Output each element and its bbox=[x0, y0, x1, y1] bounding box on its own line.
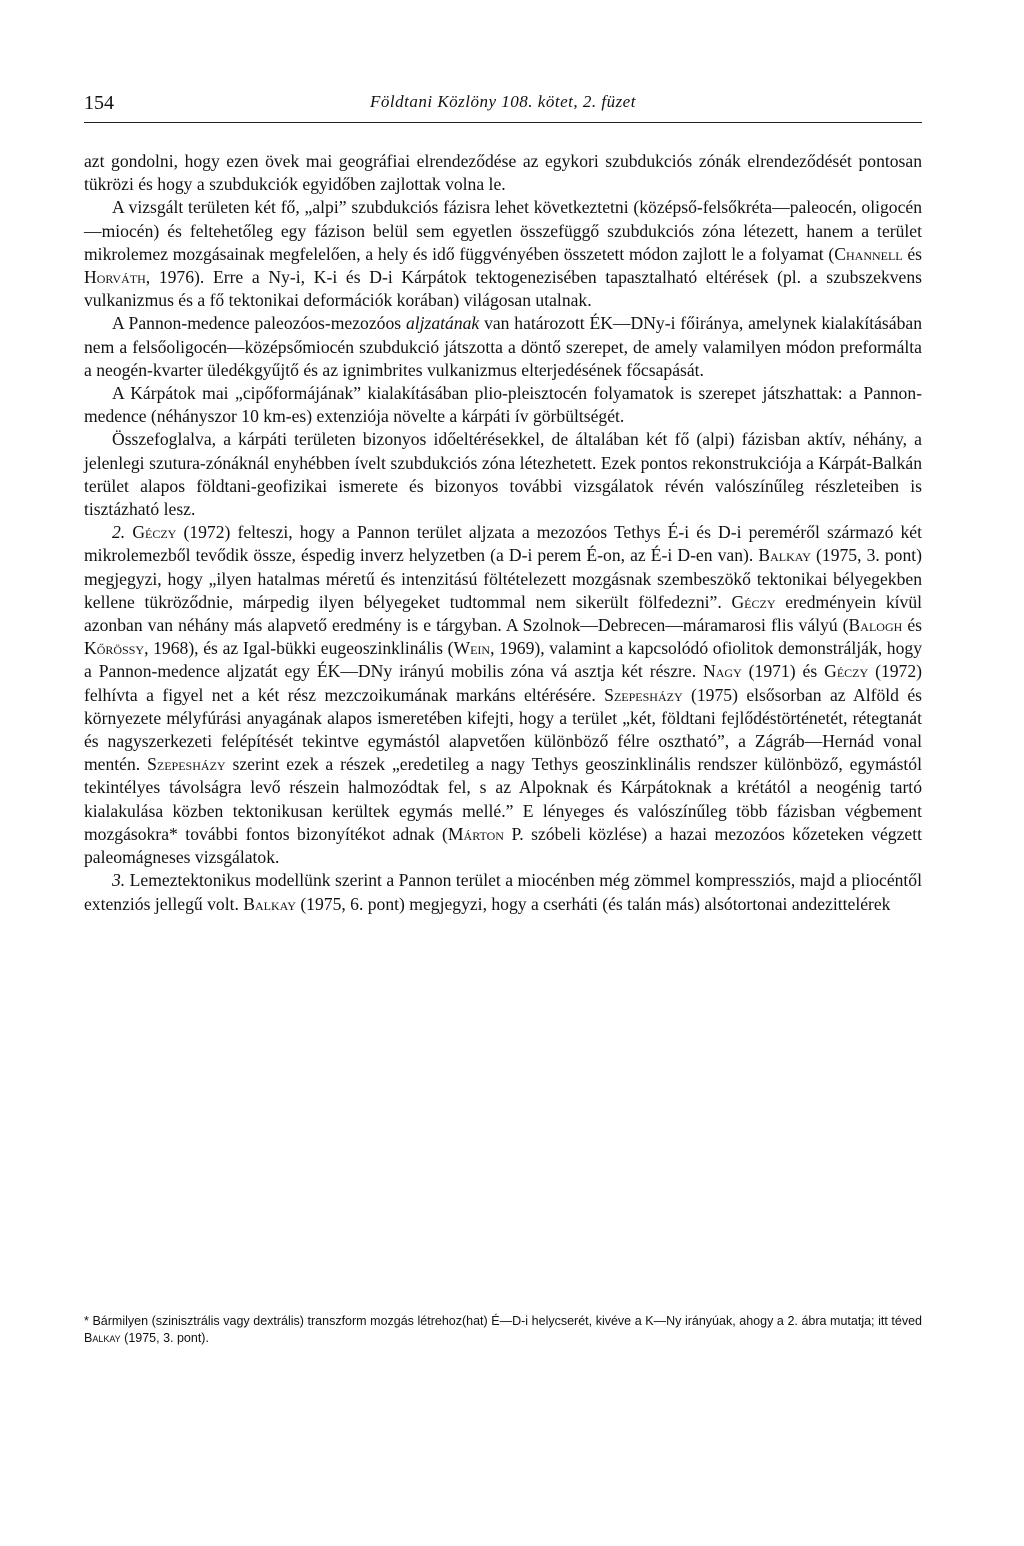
author-name: Géczy bbox=[824, 661, 869, 682]
author-name: Géczy bbox=[731, 591, 776, 612]
author-name: Horváth bbox=[84, 267, 146, 288]
italic-term: 2. bbox=[112, 522, 126, 543]
italic-term: aljzatának bbox=[405, 313, 480, 334]
paragraph: 3. Lemeztektonikus modellünk szerint a Pannon terület a miocénben még zömmel kompressziós, majd a pliocéntől extenziós jellegű volt. Balkay (1975, 6. pont) megjegyzi, hogy a cserháti (és talán más) alsótortonai andezittelérek bbox=[84, 870, 922, 914]
body-text bbox=[84, 150, 922, 916]
paragraph: A vizsgált területen két fő, „alpi” szubdukciós fázisra lehet következtetni (középső-felsőkréta—paleocén, oligocén—miocén) és feltehetőleg egy fázison belül sem egyetlen összefüggő szubdukciós zóna létezett, hanem a terület mikrolemez mozgásainak megfelelően, a hely és idő függvényében összetett módon zajlott le a folyamat (Channell és Horváth, 1976). Erre a Ny-i, K-i és D-i Kárpátok tektogenezisében tapasztalható eltérések (pl. a szubszekvens vulkanizmus és a fő tektonikai deformációk korában) világosan utalnak. bbox=[84, 197, 922, 311]
author-name: Balkay bbox=[84, 1331, 121, 1345]
footnote: * Bármilyen (szinisztrális vagy dextrális) transzform mozgás létrehoz(hat) É—D-i helycserét, kivéve a K—Ny irányúak, ahogy a 2. ábra mutatja; itt téved Balkay (1975, 3. pont). bbox=[84, 1314, 922, 1345]
author-name: Balkay bbox=[758, 545, 811, 566]
author-name: Balogh bbox=[848, 615, 903, 636]
page-number: 154 bbox=[84, 92, 114, 114]
author-name: Kőrössy bbox=[84, 638, 145, 659]
author-name: Balkay bbox=[243, 893, 296, 914]
author-name: Szepesházy bbox=[147, 754, 226, 775]
paragraph: Összefoglalva, a kárpáti területen bizonyos időeltérésekkel, de általában két fő (alpi) fázisban aktív, néhány, a jelenlegi szutura-zónáknál enyhébben ívelt szubdukciós zóna létezhetett. Ezek pontos rekonstrukciója a Kárpát-Balkán terület alapos földtani-geofizikai ismerete és bizonyos további vizsgálatok révén valószínűleg részleteiben is tisztázható lesz. bbox=[84, 429, 922, 520]
paragraph: A Kárpátok mai „cipőformájának” kialakításában plio-pleisztocén folyamatok is szerepet játszhattak: a Pannon-medence (néhányszor 10 km-es) extenziója növelte a kárpáti ív görbültségét. bbox=[84, 383, 922, 427]
running-title: Földtani Közlöny 108. kötet, 2. füzet bbox=[370, 92, 636, 111]
paragraph: A Pannon-medence paleozóos-mezozóos aljzatának van határozott ÉK—DNy-i főiránya, amelynek kialakításában nem a felsőoligocén—középsőmiocén szubdukció játszotta a döntő szerepet, de amely valamilyen módon preformálta a neogén-kvarter üledékgyűjtő és az ignimbrites vulkanizmus elterjedésének főcsapását. bbox=[84, 313, 922, 380]
author-name: Szepesházy bbox=[604, 684, 683, 705]
author-name: Wein bbox=[453, 638, 491, 659]
paragraph: 2. Géczy (1972) felteszi, hogy a Pannon terület aljzata a mezozóos Tethys É-i és D-i pereméről származó két mikrolemezből tevődik össze, éspedig inverz helyzetben (a D-i perem É-on, az É-i D-en van). Balkay (1975, 3. pont) megjegyzi, hogy „ilyen hatalmas méretű és intenzitású föltételezett mozgásnak szembeszökő tektonikai bélyegekben kellene tükröződnie, márpedig ilyen bélyegeket tudtommal nem sikerült fölfedezni”. Géczy eredményein kívül azonban van néhány más alapvető eredmény is e tárgyban. A Szolnok—Debrecen—máramarosi flis vályú (Balogh és Kőrössy, 1968), és az Igal-bükki eugeoszinklinális (Wein, 1969), valamint a kapcsolódó ofiolitok demonstrálják, hogy a Pannon-medence aljzatát egy ÉK—DNy irányú mobilis zóna vá asztja két részre. Nagy (1971) és Géczy (1972) felhívta a figyel net a két rész mezczoikumának markáns eltérésére. Szepesházy (1975) elsősorban az Alföld és környezete mélyfúrási anyagának alapos ismeretében kifejti, hogy a terület „két, földtani fejlődéstörténetét, rétegtanát és nagyszerkezeti felépítését tekintve egymástól alapvetően különböző félre osztható”, a Zágráb—Hernád vonal mentén. Szepesházy szerint ezek a részek „eredetileg a nagy Tethys geoszinklinális rendszer különböző, egymástól tekintélyes távolságra levő részein halmozódtak fel, s az Alpoknak és Kárpátoknak a krétától a neogénig tartó kialakulása közben tektonikusan kerültek egymás mellé.” E lényeges és valószínűleg több fázisban végbement mozgásokra* további fontos bizonyítékot adnak (Márton P. szóbeli közlése) a hazai mezozóos kőzeteken végzett paleomágneses vizsgálatok. bbox=[84, 522, 923, 868]
author-name: Channell bbox=[834, 243, 903, 264]
italic-term: 3. bbox=[112, 870, 126, 891]
author-name: Géczy bbox=[132, 522, 177, 543]
page-header bbox=[84, 92, 922, 123]
author-name: Márton bbox=[447, 823, 504, 844]
author-name: Nagy bbox=[703, 661, 742, 682]
paragraph: azt gondolni, hogy ezen övek mai geográfiai elrendeződése az egykori szubdukciós zónák elrendeződését pontosan tükrözi és hogy a szubdukciók egyidőben zajlottak volna le. bbox=[84, 151, 922, 195]
